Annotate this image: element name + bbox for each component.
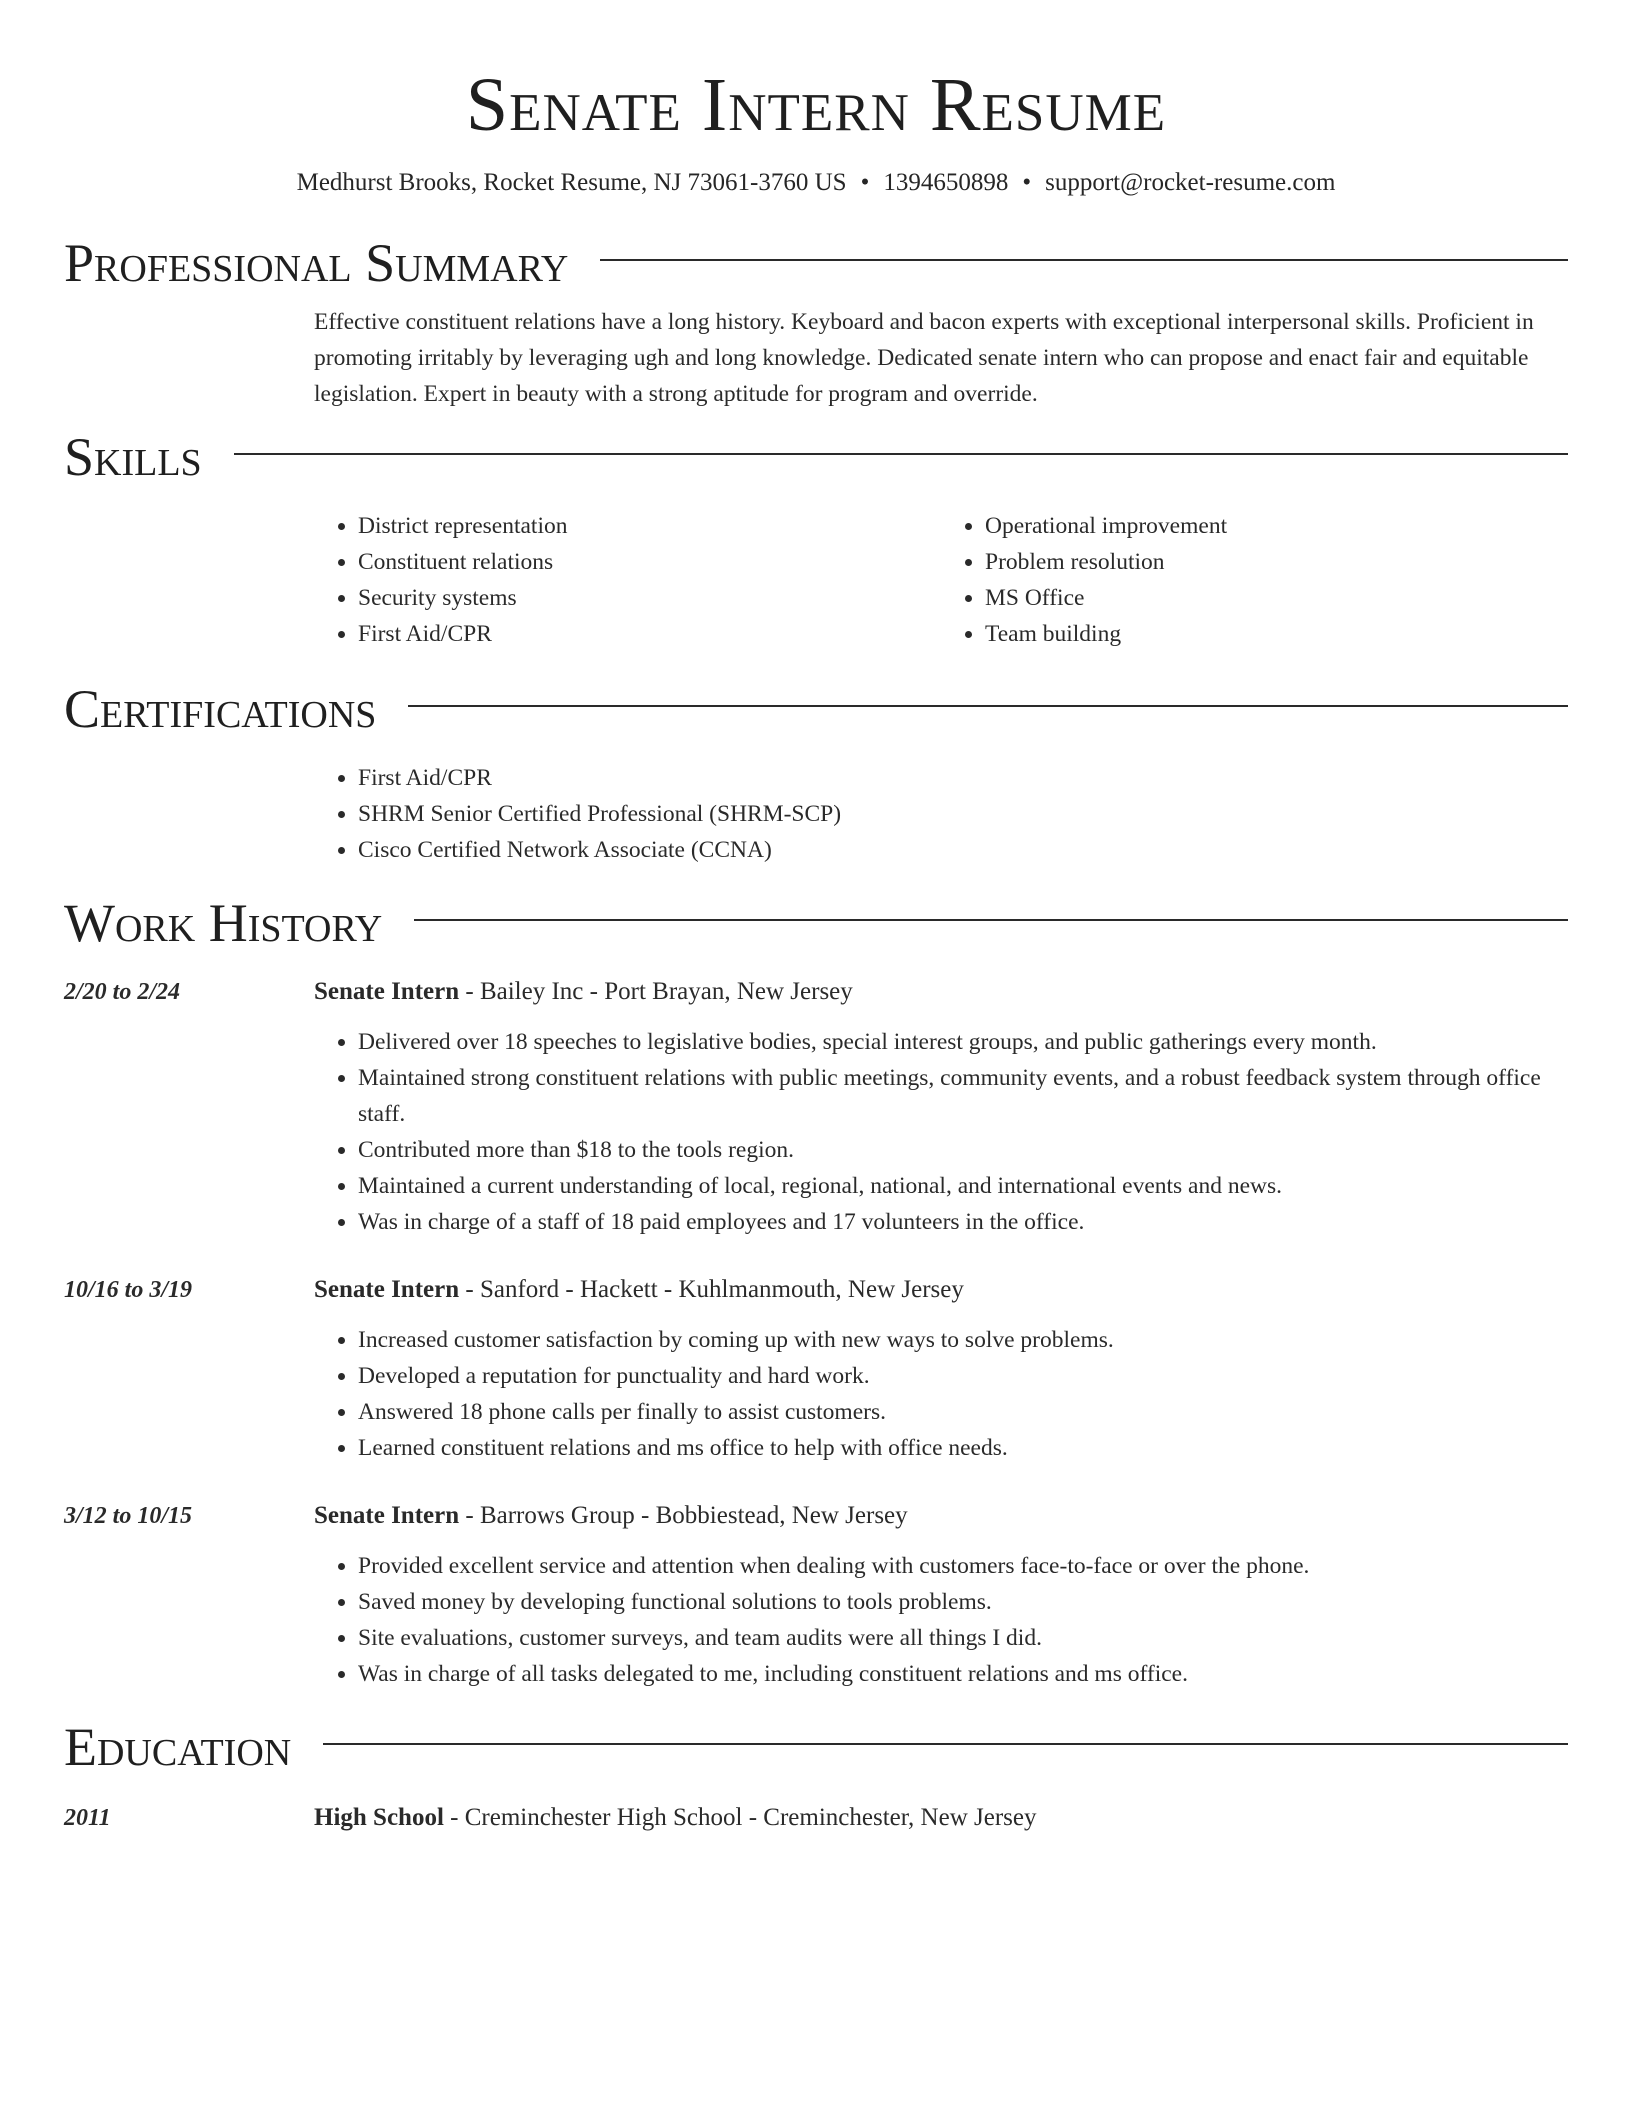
job-title-line [314, 1498, 908, 1534]
list-item: • Saved money by developing functional solutions to tools problems. [358, 1584, 1568, 1620]
skills-heading-row [64, 422, 1568, 492]
skills-body [314, 508, 1568, 652]
list-item: • MS Office [985, 580, 1568, 616]
contact-separator: • [860, 169, 870, 196]
list-item: • Delivered over 18 speeches to legislative bodies, special interest groups, and public gatherings every month. [358, 1024, 1568, 1060]
job-title-line [314, 1272, 964, 1308]
skills-list-right [941, 508, 1568, 652]
certifications-section [64, 674, 1568, 868]
education-heading-row [64, 1712, 1568, 1782]
certifications-heading: Certifications [64, 679, 377, 739]
list-item: • Security systems [358, 580, 941, 616]
list-item: • Operational improvement [985, 508, 1568, 544]
education-heading: Education [64, 1717, 292, 1777]
resume-title: Senate Intern Resume [465, 63, 1167, 147]
list-item: • Increased customer satisfaction by coming up with new ways to solve problems. [358, 1322, 1568, 1358]
job-title: Senate Intern [314, 978, 460, 1005]
certifications-heading-row [64, 674, 1568, 744]
job-bullets [314, 1024, 1568, 1240]
job-entry [64, 1498, 1568, 1692]
education-row [64, 1800, 1568, 1836]
list-item: • Provided excellent service and attention when dealing with customers face-to-face or over the phone. [358, 1548, 1568, 1584]
job-title: Senate Intern [314, 1502, 460, 1529]
contact-line [64, 168, 1568, 198]
list-item: • Was in charge of all tasks delegated to me, including constituent relations and ms office. [358, 1656, 1568, 1692]
education-entry [64, 1800, 1568, 1836]
education-year: 2011 [64, 1805, 111, 1831]
contact-email[interactable]: support@rocket-resume.com [1045, 169, 1336, 196]
list-item: • Problem resolution [985, 544, 1568, 580]
list-item: • District representation [358, 508, 941, 544]
section-divider [600, 259, 1568, 261]
contact-address: Medhurst Brooks, Rocket Resume, NJ 73061-3760 US [296, 169, 847, 196]
section-divider [408, 705, 1568, 707]
resume-page [64, 0, 1568, 1836]
job-title-line [314, 974, 853, 1010]
list-item: • Cisco Certified Network Associate (CCNA) [358, 832, 1568, 868]
contact-separator: • [1022, 169, 1032, 196]
skills-grid [314, 508, 1568, 652]
job-header [64, 1498, 1568, 1534]
list-item: • First Aid/CPR [358, 760, 1568, 796]
list-item: • Learned constituent relations and ms office to help with office needs. [358, 1430, 1568, 1466]
job-header [64, 974, 1568, 1010]
job-header [64, 1272, 1568, 1308]
certifications-list [314, 760, 1568, 868]
contact-phone: 1394650898 [883, 169, 1009, 196]
list-item: • SHRM Senior Certified Professional (SHRM-SCP) [358, 796, 1568, 832]
work-history-section [64, 888, 1568, 1692]
summary-body [314, 304, 1568, 412]
job-details: - Sanford - Hackett - Kuhlmanmouth, New Jersey [459, 1276, 964, 1303]
job-details: - Bailey Inc - Port Brayan, New Jersey [459, 978, 853, 1005]
job-dates: 10/16 to 3/19 [64, 1277, 193, 1303]
education-section [64, 1712, 1568, 1836]
list-item: • Maintained a current understanding of local, regional, national, and international events and news. [358, 1168, 1568, 1204]
list-item: • Developed a reputation for punctuality and hard work. [358, 1358, 1568, 1394]
list-item: • Answered 18 phone calls per finally to assist customers. [358, 1394, 1568, 1430]
education-degree: High School [314, 1804, 444, 1831]
job-dates: 2/20 to 2/24 [64, 979, 181, 1005]
list-item: • Was in charge of a staff of 18 paid employees and 17 volunteers in the office. [358, 1204, 1568, 1240]
summary-heading: Professional Summary [64, 233, 569, 293]
work-heading: Work History [64, 893, 383, 953]
skills-heading: Skills [64, 427, 202, 487]
list-item: • Team building [985, 616, 1568, 652]
skills-section [64, 422, 1568, 652]
list-item: • Constituent relations [358, 544, 941, 580]
job-entry [64, 974, 1568, 1240]
job-title: Senate Intern [314, 1276, 460, 1303]
section-divider [414, 919, 1568, 921]
list-item: • Site evaluations, customer surveys, and team audits were all things I did. [358, 1620, 1568, 1656]
certifications-body [314, 760, 1568, 868]
summary-heading-row [64, 228, 1568, 298]
education-details: - Creminchester High School - Creminchester, New Jersey [443, 1804, 1037, 1831]
job-dates: 3/12 to 10/15 [64, 1503, 193, 1529]
section-divider [234, 453, 1568, 455]
section-divider [323, 1743, 1568, 1745]
job-bullets [314, 1548, 1568, 1692]
summary-text: Effective constituent relations have a long history. Keyboard and bacon experts with exceptional interpersonal skills. Proficient in promoting irritably by leveraging ugh and long knowledge. Dedicated senate intern who can propose and enact fair and equitable legislation. Expert in beauty with a strong aptitude for program and override. [314, 309, 1534, 407]
list-item: • First Aid/CPR [358, 616, 941, 652]
summary-section [64, 228, 1568, 412]
list-item: • Contributed more than $18 to the tools region. [358, 1132, 1568, 1168]
education-line [314, 1800, 1036, 1836]
job-details: - Barrows Group - Bobbiestead, New Jersey [459, 1502, 908, 1529]
skills-list-left [314, 508, 941, 652]
job-entry [64, 1272, 1568, 1466]
list-item: • Maintained strong constituent relations with public meetings, community events, and a robust feedback system through office staff. [358, 1060, 1568, 1132]
job-bullets [314, 1322, 1568, 1466]
work-heading-row [64, 888, 1568, 958]
